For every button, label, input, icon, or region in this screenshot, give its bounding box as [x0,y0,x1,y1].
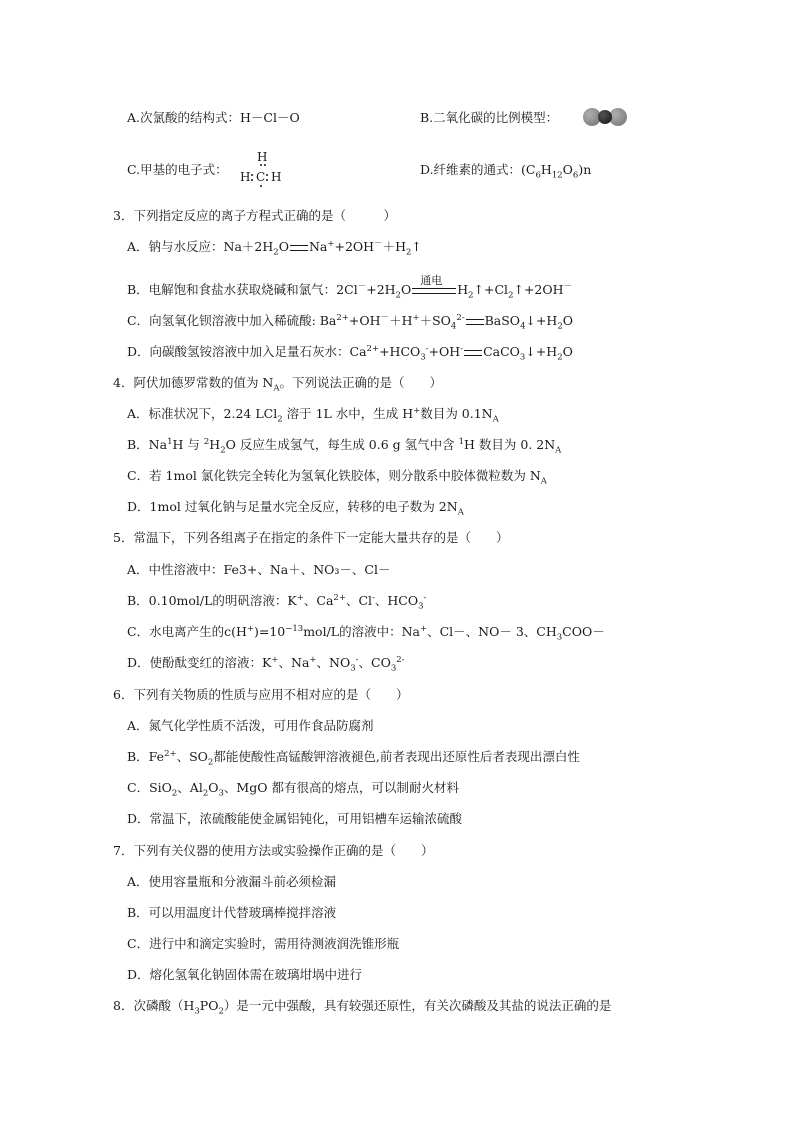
superscript: + [309,654,317,665]
q3-option-d [127,343,573,361]
superscript: 2+ [333,592,346,603]
text-fragment: O [562,313,574,328]
superscript: + [419,623,428,634]
text-fragment: A．钠与水反应：Na＋2H [127,239,274,254]
electron-dot [266,174,268,176]
text-fragment: D.纤维素的通式：(C [420,162,536,177]
q6-stem: 6．下列有关物质的性质与应用不相对应的是（ ） [113,687,409,702]
q5-option-c [127,623,605,641]
electron-dot [264,164,266,166]
superscript: - [423,592,427,603]
subscript: 2 [277,414,283,425]
methyl-electron-formula [240,150,290,190]
text-fragment: ↑ [411,239,422,254]
subscript: 3 [420,352,426,363]
subscript: 6 [572,170,579,181]
subscript: 3 [350,663,356,674]
q7-option-c: C．进行中和滴定实验时，需用待测液润洗锥形瓶 [127,936,400,951]
q7-stem: 7．下列有关仪器的使用方法或实验操作正确的是（ ） [113,843,434,858]
equals-sign [466,319,484,325]
q6-option-a: A．氮气化学性质不活泼，可用作食品防腐剂 [127,718,374,733]
q8-stem [113,997,611,1015]
superscript: 2- [456,312,465,323]
q6-option-b [127,748,580,766]
q3-option-a [127,238,422,256]
q5-option-a: A．中性溶液中：Fe3+、Na＋、NO₃－、Cl－ [127,562,391,577]
superscript: + [412,312,420,323]
text-fragment: mol/L的溶液中：Na [303,624,420,639]
superscript: 1 [458,436,465,447]
superscript: + [327,238,335,249]
q4-option-a [127,405,499,423]
text-fragment: D．向碳酸氢铵溶液中加入足量石灰水：Ca [127,344,367,359]
text-fragment: O 反应生成氢气，每生成 0.6 g 氢气中含 [225,437,459,452]
text-fragment: 8．次磷酸（H [113,998,195,1013]
superscript: + [271,654,279,665]
q2-option-d [420,161,591,179]
text-fragment: ↑+2OH [513,282,564,297]
condition-label: 通电 [420,273,443,287]
subscript: 3 [418,601,424,612]
text-fragment: )=10 [253,624,286,639]
text-fragment: ↓+H [525,313,558,328]
q2-option-c-label: C.甲基的电子式： [127,162,228,177]
subscript: 2 [557,321,563,332]
q2-option-a: A.次氯酸的结构式：H－Cl－O [127,110,300,125]
superscript: + [246,623,254,634]
text-fragment: ＋H [382,239,406,254]
superscript: - [425,343,429,354]
subscript: A [273,383,280,394]
subscript: A [555,445,562,456]
subscript: 12 [551,170,563,181]
q7-option-b: B．可以用温度计代替玻璃棒搅拌溶液 [127,905,337,920]
methyl-h-top: H [257,150,268,164]
superscript: － [374,238,383,249]
q3-option-c [127,312,573,330]
text-fragment: 、Ca [303,593,334,608]
electron-dot [251,174,253,176]
q6-option-d: D．常温下，浓硫酸能使金属铝钝化，可用铝槽车运输浓硫酸 [127,811,463,826]
superscript: −13 [285,623,304,634]
superscript: － [357,281,367,292]
subscript: 2 [202,788,209,799]
text-fragment: B．0.10mol/L的明矾溶液：K [127,593,297,608]
subscript: 2 [220,445,226,456]
subscript: 3 [218,788,224,799]
electron-dot [260,164,262,166]
superscript: + [413,405,421,416]
subscript: 3 [390,663,397,674]
text-fragment: H 与 [172,437,204,452]
text-fragment: +HCO [379,344,421,359]
subscript: A [492,414,499,425]
text-fragment: O [278,239,289,254]
electrolysis-equals-sign [412,273,456,294]
superscript: - [460,343,464,354]
subscript: 3 [194,1006,200,1017]
text-fragment: 都能使酸性高锰酸钾溶液褪色,前者表现出还原性后者表现出漂白性 [213,749,580,764]
text-fragment: H 数目为 0. 2N [464,437,556,452]
subscript: 2 [395,290,401,301]
electron-dot [266,179,268,181]
superscript: 2- [396,654,405,665]
text-fragment: )n [578,162,592,177]
text-fragment: O [400,282,412,297]
text-fragment: 4．阿伏加德罗常数的值为 N [113,375,274,390]
text-fragment: C．水电离产生的c(H [127,624,247,639]
equals-sign [464,350,482,356]
text-fragment: 、Al [177,780,203,795]
text-fragment: CaCO [483,344,520,359]
subscript: 2 [218,1006,224,1017]
text-fragment: D．使酚酞变红的溶液：K [127,655,272,670]
q7-option-a: A．使用容量瓶和分液漏斗前必须检漏 [127,874,337,889]
text-fragment: 、SO [176,749,208,764]
superscript: － [563,281,573,292]
q6-option-c [127,779,459,797]
q3-option-b [127,273,573,301]
text-fragment: O [562,162,573,177]
subscript: A [457,507,464,518]
text-fragment: 、MgO 都有很高的熔点，可以制耐火材料 [223,780,459,795]
text-fragment: ↑+Cl [473,282,509,297]
text-fragment: ＋SO [419,313,451,328]
text-fragment: H [457,282,469,297]
text-fragment: ↓+H [525,344,558,359]
subscript: 2 [508,290,514,301]
superscript: － [380,312,390,323]
text-fragment: 溶于 1L 水中，生成 H [282,406,414,421]
q7-option-d: D．熔化氢氧化钠固体需在玻璃坩埚中进行 [127,967,363,982]
subscript: 3 [556,632,563,643]
subscript: 4 [450,321,457,332]
subscript: 2 [273,247,279,258]
electron-dot [251,179,253,181]
subscript: 2 [207,757,214,768]
text-fragment: 、Cl [345,593,372,608]
superscript: - [372,592,375,603]
text-fragment: ）是一元中强酸，具有较强还原性，有关次磷酸及其盐的说法正确的是 [223,998,612,1013]
text-fragment: +2OH [334,239,375,254]
text-fragment: Na [308,239,328,254]
text-fragment: 、Na [278,655,310,670]
text-fragment: 数目为 0.1N [420,406,493,421]
subscript: 2 [171,788,178,799]
text-fragment: 、CO [358,655,391,670]
superscript: 2 [203,436,210,447]
superscript: 2+ [164,748,177,759]
methyl-c: C [256,170,266,184]
q5-option-b [127,592,426,610]
subscript: A [540,476,547,487]
text-fragment: O [562,344,573,359]
q3-stem: 3．下列指定反应的离子方程式正确的是（ ） [113,208,396,223]
subscript: 2 [405,247,412,258]
equals-sign [290,245,308,251]
superscript: 2+ [336,312,349,323]
q5-option-d [127,654,405,672]
q5-stem: 5．常温下，下列各组离子在指定的条件下一定能大量共存的是（ ） [113,530,509,545]
q4-option-b [127,436,561,454]
text-fragment: O [208,780,219,795]
q4-option-d [127,498,464,516]
superscript: 2+ [366,343,380,354]
superscript: - [355,654,359,665]
text-fragment: H [540,162,552,177]
text-fragment: BaSO [484,313,521,328]
text-fragment: ＋H [389,313,413,328]
text-fragment: D．1mol 过氧化钠与足量水完全反应，转移的电子数为 2N [127,499,458,514]
text-fragment: 、NO [316,655,351,670]
subscript: 6 [535,170,541,181]
text-fragment: 、HCO [374,593,419,608]
text-fragment: 、Cl－、NO－ 3、CH [427,624,557,639]
co2-carbon [598,110,612,124]
text-fragment: C．若 1mol 氯化铁完全转化为氢氧化铁胶体，则分散系中胶体微粒数为 N [127,468,541,483]
superscript: 1 [167,436,173,447]
electron-dot [260,185,262,187]
text-fragment: A．标准状况下，2.24 LCl [127,406,278,421]
q4-stem [113,374,442,392]
subscript: 3 [519,352,526,363]
text-fragment: B．Fe [127,749,165,764]
q2-option-b-label: B.二氧化碳的比例模型： [420,110,559,125]
methyl-h-left: H [240,170,251,184]
text-fragment: 。下列说法正确的是（ ） [279,375,443,390]
text-fragment: PO [199,998,219,1013]
text-fragment: +OH [428,344,461,359]
subscript: 4 [520,321,526,332]
text-fragment: +2H [366,282,396,297]
text-fragment: +OH [348,313,381,328]
superscript: + [296,592,304,603]
text-fragment: COO－ [562,624,605,639]
text-fragment: B．Na [127,437,168,452]
methyl-h-right: H [271,170,282,184]
subscript: 2 [557,352,563,363]
q4-option-c [127,467,547,485]
text-fragment: H [209,437,221,452]
text-fragment: C．SiO [127,780,172,795]
subscript: 2 [468,290,474,301]
text-fragment: B．电解饱和食盐水获取烧碱和氯气：2Cl [127,282,358,297]
text-fragment: C．向氢氧化钡溶液中加入稀硫酸: Ba [127,313,337,328]
